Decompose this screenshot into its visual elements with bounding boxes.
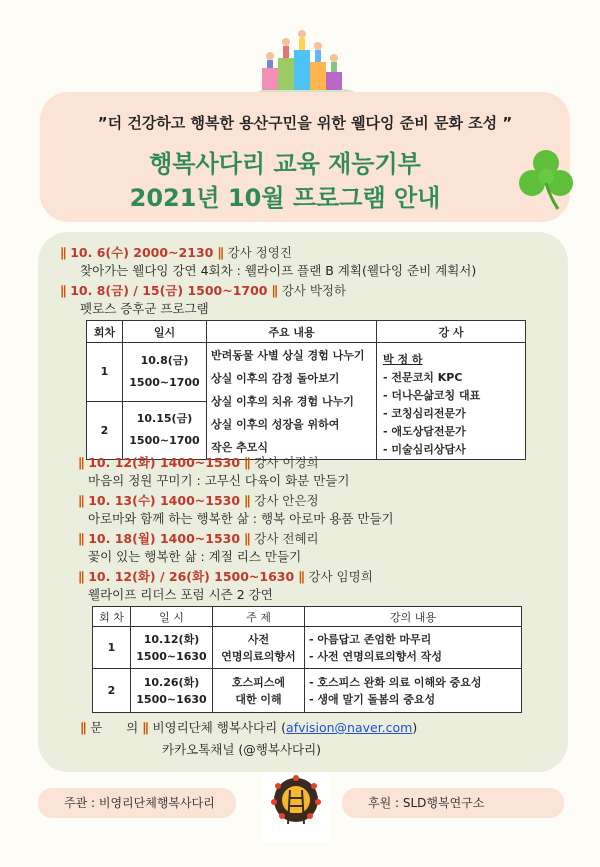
organizer-box: 주관 : 비영리단체행복사다리	[38, 788, 236, 818]
program-5-date: 10. 18(월) 1400~1530	[88, 531, 241, 546]
main-contents: 반려동물 사별 상실 경험 나누기 상실 이후의 감정 돌아보기 상실 이후의 치유 경험 나누기 상실 이후의 성장을 위하여 작은 추모식	[207, 343, 377, 460]
table-header-row	[87, 321, 526, 343]
program-6-description: 웰라이프 리더스 포럼 시즌 2 강연	[88, 587, 273, 602]
sponsor-box: 후원 : SLD행복연구소	[342, 788, 564, 818]
program-4-description: 아로마와 함께 하는 행복한 삶 : 행복 아로마 용품 만들기	[88, 511, 394, 526]
program-4-lecturer: 강사 안은정	[254, 493, 319, 508]
contact-line: ∥ 문 의 ∥ 비영리단체 행복사다리 (afvision@naver.com)	[80, 720, 418, 735]
contact-org: 비영리단체 행복사다리 (	[152, 720, 287, 735]
title-line-1: 행복사다리 교육 재능기부	[149, 150, 421, 178]
session-datetime: 10.8(금) 1500~1700	[123, 343, 207, 402]
program-3: ∥ 10. 12(화) 1400~1530 ∥ 강사 이경희 마음의 정원 꾸미기 : 고무신 다육이 화분 만들기	[78, 455, 350, 488]
forum-schedule-table	[92, 606, 522, 713]
session-number: 1	[87, 343, 123, 402]
program-1-date: 10. 6(수) 2000~2130	[70, 245, 214, 260]
slogan: ”더 건강하고 행복한 용산구민을 위한 웰다잉 준비 문화 조성 ”	[97, 114, 513, 132]
program-1-description: 찾아가는 웰다잉 강연 4회차 : 웰라이프 플랜 B 계획(웰다잉 준비 계획서)	[80, 263, 477, 278]
contact-label: 문 의	[90, 720, 139, 735]
program-5-description: 꽃이 있는 행복한 삶 : 계절 리스 만들기	[88, 549, 302, 564]
people-climbing-illustration	[256, 22, 356, 98]
table-header: 회차	[87, 321, 123, 343]
program-3-lecturer: 강사 이경희	[254, 455, 319, 470]
program-5-lecturer: 강사 전혜리	[254, 531, 319, 546]
lecturer-profile: 박 정 하 - 전문코치 KPC - 더나은삶코칭 대표 - 코칭심리전문가 - 애도상담전문가 - 미술심리상담사	[377, 343, 526, 460]
session-topic: 호스피스에 대한 이해	[213, 669, 305, 713]
contact-email-link[interactable]: afvision@naver.com	[286, 720, 413, 735]
table-header: 일 시	[131, 607, 213, 627]
header-banner	[40, 92, 570, 222]
table-header: 강 사	[377, 321, 526, 343]
session-content: - 호스피스 완화 의료 이해와 중요성 - 생애 말기 돌봄의 중요성	[305, 669, 522, 713]
session-number: 1	[93, 627, 131, 669]
program-5: ∥ 10. 18(월) 1400~1530 ∥ 강사 전혜리 꽃이 있는 행복한 삶 : 계절 리스 만들기	[78, 531, 319, 564]
program-2-lecturer: 강사 박정하	[281, 283, 347, 298]
program-6-date: 10. 12(화) / 26(화) 1500~1630	[88, 569, 295, 584]
happy-ladder-logo	[262, 772, 330, 842]
program-1-lecturer: 강사 정영진	[227, 245, 292, 260]
program-4-date: 10. 13(수) 1400~1530	[88, 493, 241, 508]
program-2-description: 펫로스 증후군 프로그램	[80, 301, 209, 316]
clover-icon	[516, 147, 576, 211]
program-6-lecturer: 강사 임명희	[308, 569, 373, 584]
title-line-2: 2021년 10월 프로그램 안내	[129, 184, 441, 212]
table-header: 주요 내용	[207, 321, 377, 343]
program-3-date: 10. 12(화) 1400~1530	[88, 455, 241, 470]
lecturer-name: 박 정 하	[383, 353, 423, 366]
session-datetime: 10.26(화) 1500~1630	[131, 669, 213, 713]
petloss-schedule-table	[86, 320, 526, 460]
session-datetime: 10.12(화) 1500~1630	[131, 627, 213, 669]
session-topic: 사전 연명의료의향서	[213, 627, 305, 669]
program-1: ∥ 10. 6(수) 2000~2130 ∥ 강사 정영진 찾아가는 웰다잉 강연 4회차 : 웰라이프 플랜 B 계획(웰다잉 준비 계획서)	[60, 245, 477, 278]
program-2: ∥ 10. 8(금) / 15(금) 1500~1700 ∥ 강사 박정하 펫로스 증후군 프로그램	[60, 283, 347, 316]
session-number: 2	[93, 669, 131, 713]
table-header-row	[93, 607, 522, 627]
program-4: ∥ 10. 13(수) 1400~1530 ∥ 강사 안은정 아로마와 함께 하는 행복한 삶 : 행복 아로마 용품 만들기	[78, 493, 394, 526]
table-header: 일시	[123, 321, 207, 343]
table-header: 강의 내용	[305, 607, 522, 627]
program-2-date: 10. 8(금) / 15(금) 1500~1700	[70, 283, 268, 298]
session-datetime: 10.15(금) 1500~1700	[123, 401, 207, 460]
table-row	[87, 343, 526, 402]
session-content: - 아름답고 존엄한 마무리 - 사전 연명의료의향서 작성	[305, 627, 522, 669]
table-row	[93, 627, 522, 669]
table-header: 회 차	[93, 607, 131, 627]
table-row	[93, 669, 522, 713]
program-6: ∥ 10. 12(화) / 26(화) 1500~1630 ∥ 강사 임명희 웰라이프 리더스 포럼 시즌 2 강연	[78, 569, 373, 602]
marker: ∥	[60, 245, 67, 260]
session-number: 2	[87, 401, 123, 460]
table-header: 주 제	[213, 607, 305, 627]
kakao-channel: 카카오톡채널 (@행복사다리)	[162, 742, 322, 757]
program-3-description: 마음의 정원 꾸미기 : 고무신 다육이 화분 만들기	[88, 473, 350, 488]
